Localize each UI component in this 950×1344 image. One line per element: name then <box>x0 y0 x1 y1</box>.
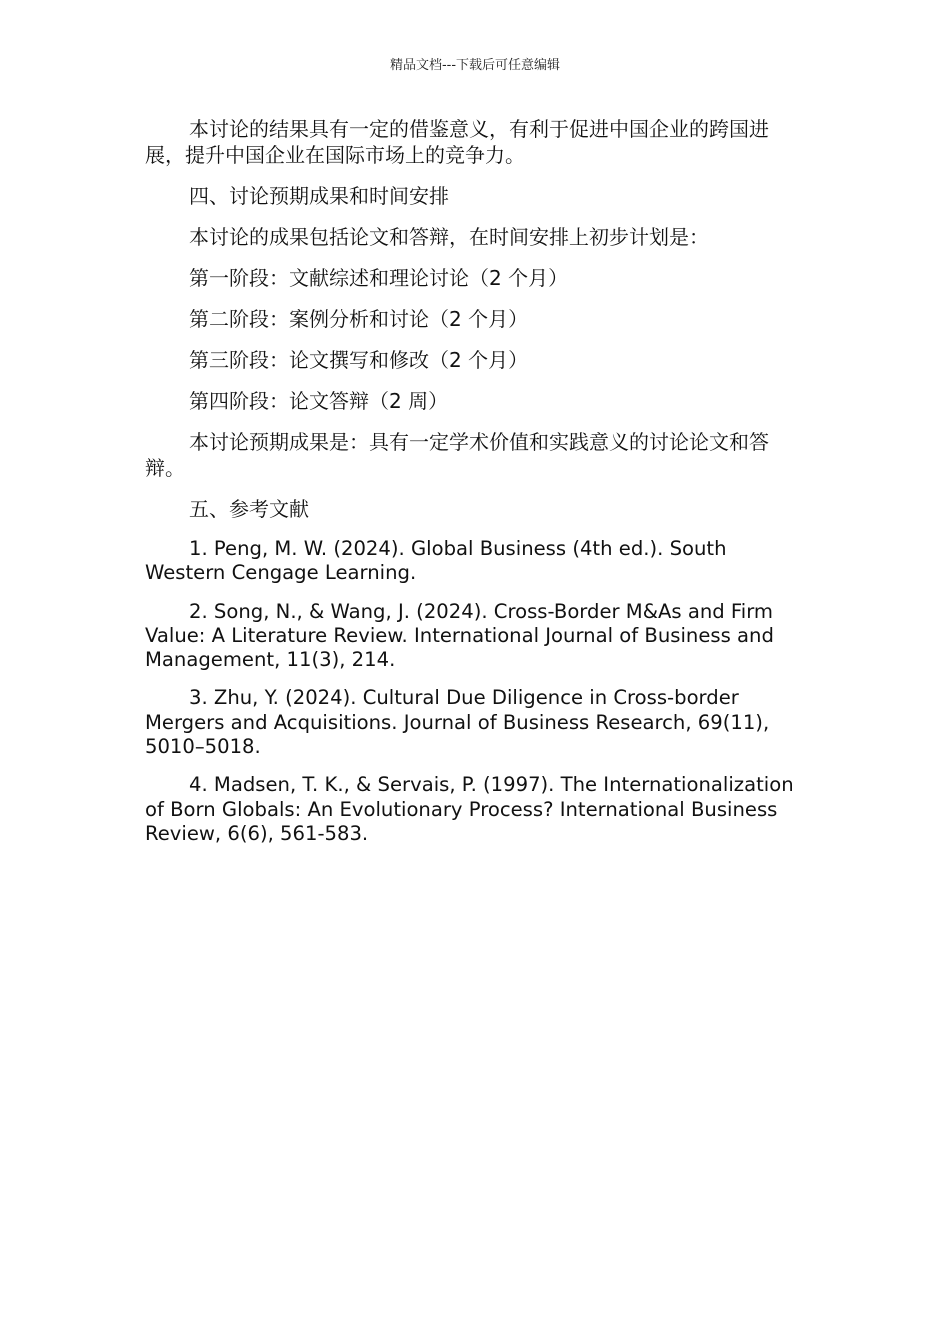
section-heading-references: 五、参考文献 <box>189 497 309 521</box>
expected-results-paragraph: 本讨论预期成果是：具有一定学术价值和实践意义的讨论论文和答辩。 <box>145 430 769 480</box>
reference-item: 4. Madsen, T. K., & Servais, P. (1997). The Internationalization of Born Globals: An Evolutionary Process? International Business Review, 6(6), 561-583. <box>145 773 794 845</box>
schedule-intro-paragraph: 本讨论的成果包括论文和答辩，在时间安排上初步计划是： <box>189 225 709 249</box>
reference-item: 2. Song, N., & Wang, J. (2024). Cross-Border M&As and Firm Value: A Literature Review. International Journal of Business and Management, 11(3), 214. <box>145 599 774 672</box>
reference-item: 3. Zhu, Y. (2024). Cultural Due Diligence in Cross-border Mergers and Acquisitions. Journal of Business Research, 69(11), 5010–5018. <box>145 686 770 759</box>
page-header: 精品文档---下载后可任意编辑 <box>389 58 561 73</box>
section-heading-expected-results: 四、讨论预期成果和时间安排 <box>189 184 449 208</box>
schedule-phase-4: 第四阶段：论文答辩（2 周） <box>189 389 449 413</box>
reference-item: 1. Peng, M. W. (2024). Global Business (4th ed.). South Western Cengage Learning. <box>145 537 727 585</box>
schedule-phase-2: 第二阶段：案例分析和讨论（2 个月） <box>189 307 529 331</box>
conclusion-paragraph: 本讨论的结果具有一定的借鉴意义，有利于促进中国企业的跨国进展，提升中国企业在国际市场上的竞争力。 <box>145 117 769 167</box>
document-body <box>145 116 795 860</box>
schedule-phase-1: 第一阶段：文献综述和理论讨论（2 个月） <box>189 266 569 290</box>
schedule-phase-3: 第三阶段：论文撰写和修改（2 个月） <box>189 348 529 372</box>
